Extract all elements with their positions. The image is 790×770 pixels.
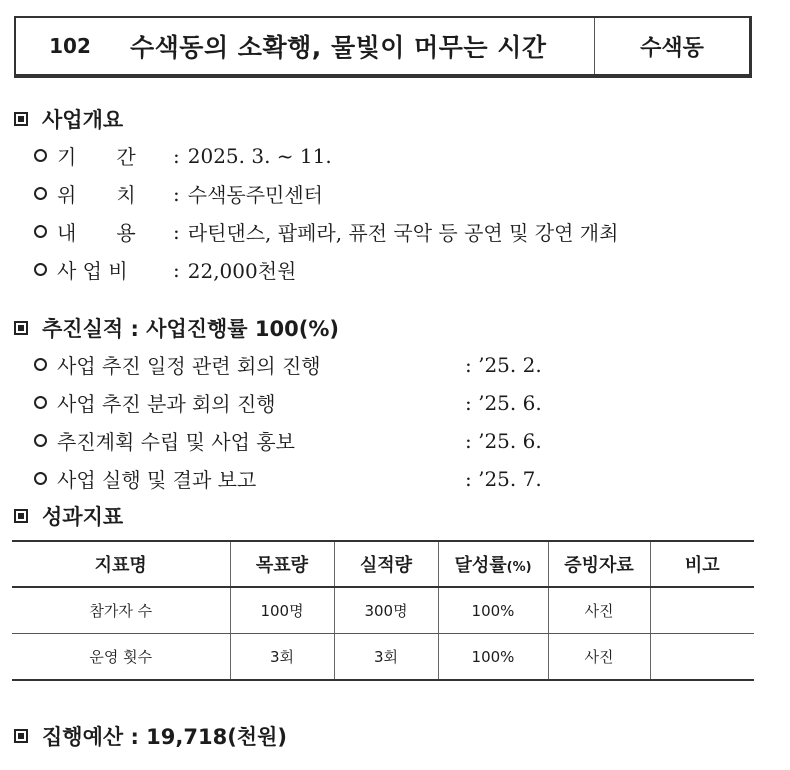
table-header-row — [12, 541, 754, 587]
square-bullet-icon — [14, 321, 28, 335]
overview-value: 22,000천원 — [187, 259, 297, 283]
progress-item — [34, 426, 542, 455]
circle-bullet-icon — [34, 187, 47, 200]
overview-item-content: 내 용 : 라틴댄스, 팝페라, 퓨전 국악 등 공연 및 강연 개최 — [34, 217, 618, 246]
circle-bullet-icon — [34, 358, 47, 371]
circle-bullet-icon — [34, 472, 47, 485]
overview-item-location: 위 치 : 수색동주민센터 — [34, 179, 323, 208]
overview-label: 기 간 — [57, 145, 136, 169]
progress-date: : ’25. 6. — [465, 390, 542, 415]
section-progress-heading — [14, 313, 339, 343]
overview-label: 위 치 — [57, 183, 136, 207]
progress-text: 사업 실행 및 결과 보고 — [57, 468, 257, 492]
section-progress-title: 추진실적 : 사업진행률 100(%) — [42, 317, 339, 341]
section-budget-heading — [14, 721, 287, 751]
cell-name: 운영 횟수 — [12, 634, 230, 681]
overview-value: 수색동주민센터 — [187, 183, 323, 207]
progress-text: 사업 추진 일정 관련 회의 진행 — [57, 354, 321, 378]
col-header-rate-unit: (%) — [506, 560, 532, 575]
project-number: 102 — [49, 34, 91, 58]
progress-item — [34, 464, 542, 493]
progress-date: : ’25. 2. — [465, 352, 542, 377]
cell-target: 100명 — [230, 587, 334, 634]
section-overview-heading — [14, 104, 123, 134]
cell-rate: 100% — [438, 587, 548, 634]
square-bullet-icon — [14, 509, 28, 523]
overview-value: 2025. 3. ~ 11. — [187, 143, 332, 168]
progress-date: : ’25. 6. — [465, 428, 542, 453]
circle-bullet-icon — [34, 149, 47, 162]
col-header-actual: 실적량 — [334, 541, 438, 587]
section-budget-title: 집행예산 : 19,718(천원) — [42, 725, 287, 749]
overview-item-budget: 사 업 비 : 22,000천원 — [34, 255, 296, 284]
title-box — [14, 16, 752, 78]
progress-item — [34, 350, 542, 379]
section-performance-heading — [14, 501, 123, 531]
overview-item-period: 기 간 : 2025. 3. ~ 11. — [34, 141, 332, 170]
cell-name: 참가자 수 — [12, 587, 230, 634]
circle-bullet-icon — [34, 263, 47, 276]
cell-note — [650, 634, 754, 681]
square-bullet-icon — [14, 112, 28, 126]
circle-bullet-icon — [34, 434, 47, 447]
col-header-target: 목표량 — [230, 541, 334, 587]
project-area: 수색동 — [594, 18, 749, 74]
cell-note — [650, 587, 754, 634]
col-header-name: 지표명 — [94, 555, 147, 576]
progress-date: : ’25. 7. — [465, 466, 542, 491]
cell-target: 3회 — [230, 634, 334, 681]
circle-bullet-icon — [34, 396, 47, 409]
cell-evidence: 사진 — [548, 587, 650, 634]
project-title: 수색동의 소확행, 물빛이 머무는 시간 — [130, 33, 547, 62]
progress-text: 사업 추진 분과 회의 진행 — [57, 392, 276, 416]
table-row — [12, 634, 754, 681]
col-header-rate-label: 달성률 — [454, 555, 507, 576]
cell-evidence: 사진 — [548, 634, 650, 681]
col-header-evidence: 증빙자료 — [548, 541, 650, 587]
col-header-note: 비고 — [650, 541, 754, 587]
section-performance-title: 성과지표 — [42, 505, 124, 529]
performance-table — [12, 540, 754, 681]
progress-text: 추진계획 수립 및 사업 홍보 — [57, 430, 295, 454]
table-row — [12, 587, 754, 634]
circle-bullet-icon — [34, 225, 47, 238]
overview-label: 사 업 비 — [57, 259, 128, 283]
progress-item — [34, 388, 542, 417]
col-header-rate — [438, 541, 548, 587]
square-bullet-icon — [14, 729, 28, 743]
cell-actual: 3회 — [334, 634, 438, 681]
overview-value: 라틴댄스, 팝페라, 퓨전 국악 등 공연 및 강연 개최 — [187, 221, 619, 245]
overview-label: 내 용 — [57, 221, 136, 245]
cell-rate: 100% — [438, 634, 548, 681]
section-overview-title: 사업개요 — [42, 108, 124, 132]
cell-actual: 300명 — [334, 587, 438, 634]
